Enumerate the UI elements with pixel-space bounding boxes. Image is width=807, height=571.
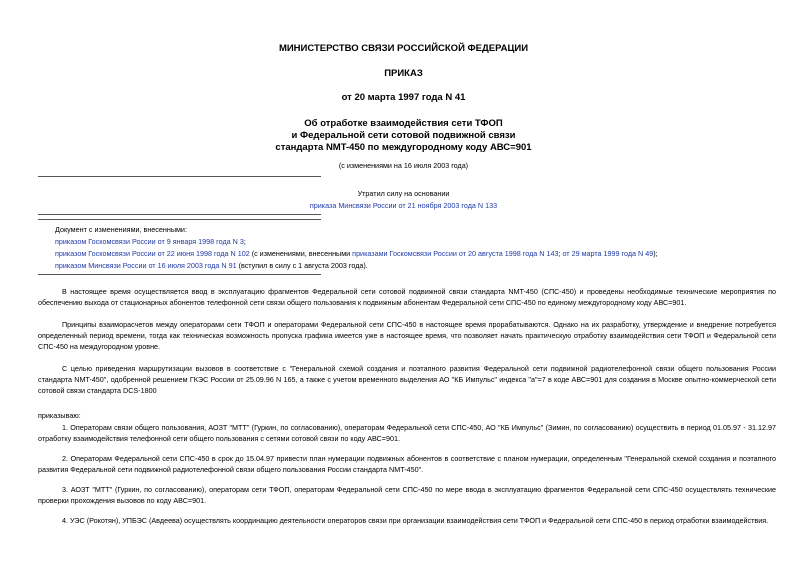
order-item-4: 4. УЭС (Рокотян), УПБЭС (Авдеева) осуществлять координацию деятельности операторов связи при организации взаимодействия сети ТФОП и Федеральной сети СПС-450 в период отработки взаимодействия. — [62, 516, 769, 525]
body-paragraph-2: Принципы взаиморасчетов между операторами сети ТФОП и операторами Федеральной сети СПС-450 в настоящее время прорабатываются. Однако на их разработку, утверждение и внедрение потребуется определенный период времени, тогда как техническая возможность пропуска графика имеется уже в настоящее время, что позволяет начать практическую отработку взаимодействия сети ТФОП и Федеральной сети СПС-450 на междугородном уровне. — [38, 320, 776, 351]
amended-note: (с изменениями на 16 июля 2003 года) — [338, 161, 469, 170]
divider-1 — [38, 176, 321, 177]
amendment-item-1 — [55, 237, 246, 246]
doc-type-heading: ПРИКАЗ — [384, 68, 423, 79]
doc-date-number: от 20 марта 1997 года N 41 — [341, 92, 466, 103]
revocation-link[interactable]: приказа Минсвязи России от 21 ноября 2003 года N 133 — [309, 201, 498, 210]
amendment-item-3-tail: (вступил в силу с 1 августа 2003 года). — [236, 261, 368, 270]
amendment-link-3[interactable]: приказом Минсвязи России от 16 июля 2003 года N 91 — [55, 261, 237, 270]
amendment-item-1-tail: ; — [243, 237, 246, 246]
amendment-link-2[interactable]: приказом Госкомсвязи России от 22 июня 1998 года N 102 — [55, 249, 250, 258]
divider-2 — [38, 214, 321, 215]
amendment-item-2 — [55, 249, 658, 258]
amendment-item-2-sep: ; — [558, 249, 563, 258]
divider-3 — [38, 219, 321, 220]
order-item-2: 2. Операторам Федеральной сети СПС-450 в срок до 15.04.97 привести план нумерации подвижных абонентов в соответствие с планом нумерации, определенным "Генеральной схемой создания и поэтапного развития Федеральной сети подвижной радиотелефонной связи общего пользования России стандарта NMT-450". — [38, 454, 776, 474]
order-item-3: 3. АОЗТ "МТТ" (Гуркин, по согласованию), операторам сети ТФОП, операторам Федеральной сети СПС-450 по мере ввода в эксплуатацию фрагментов Федеральной сети СПС-450 осуществлять технические проверки прохождения вызовов по коду АВС=901. — [38, 485, 776, 505]
order-item-1: 1. Операторам связи общего пользования, АОЗТ "МТТ" (Гуркин, по согласованию), операторам Федеральной сети СПС-450, АО "КБ Импульс" (Зимин, по согласованию) осуществить в период 01.05.97 - 31.12.97 отработку взаимодействия телефонной сети общего пользования с сетями сотовой связи по коду АВС=901. — [38, 423, 776, 443]
amendment-item-3 — [55, 261, 368, 270]
amendment-link-2b[interactable]: приказами Госкомсвязи России от 20 августа 1998 года N 143 — [352, 249, 559, 258]
order-word: приказываю: — [38, 411, 81, 420]
revocation-text: Утратил силу на основании — [357, 189, 450, 198]
ministry-heading: МИНИСТЕРСТВО СВЯЗИ РОССИЙСКОЙ ФЕДЕРАЦИИ — [278, 43, 529, 54]
doc-title-line-3: стандарта NMT-450 по междугородному коду АВС=901 — [275, 142, 532, 153]
doc-title-line-1: Об отработке взаимодействия сети ТФОП — [304, 118, 503, 129]
amendment-item-2-tail: ); — [653, 249, 658, 258]
amendment-link-1[interactable]: приказом Госкомсвязи России от 9 января 1998 года N 3 — [55, 237, 244, 246]
body-paragraph-3: С целью приведения маршрутизации вызовов в соответствие с "Генеральной схемой создания и поэтапного развития Федеральной сети подвижной радиотелефонной связи общего пользования России стандарта NMT-450", одобренной решением ГКЭС России от 25.09.96 N 165, а также с учетом временного выделения АО "КБ Импульс" индекса "а"=7 в коде АВС=901 для создания в Москве опытно-коммерческой сети сотовой связи стандарта DCS-1800 — [38, 364, 776, 395]
divider-4 — [38, 274, 321, 275]
body-paragraph-1: В настоящее время осуществляется ввод в эксплуатацию фрагментов Федеральной сети сотовой подвижной связи стандарта NMT-450 (СПС-450) и проведены необходимые технические мероприятия по обеспечению выхода от стационарных абонентов телефонной сети связи общего пользования к подвижным абонентам Федеральной сети СПС-450 по единому междугородному коду АВС=901. — [38, 287, 776, 307]
amendment-item-2-mid: (с изменениями, внесенными — [249, 249, 353, 258]
amendment-link-2c[interactable]: от 29 марта 1999 года N 49 — [562, 249, 654, 258]
amendments-intro: Документ с изменениями, внесенными: — [55, 225, 187, 234]
doc-title-line-2: и Федеральной сети сотовой подвижной связи — [291, 130, 516, 141]
